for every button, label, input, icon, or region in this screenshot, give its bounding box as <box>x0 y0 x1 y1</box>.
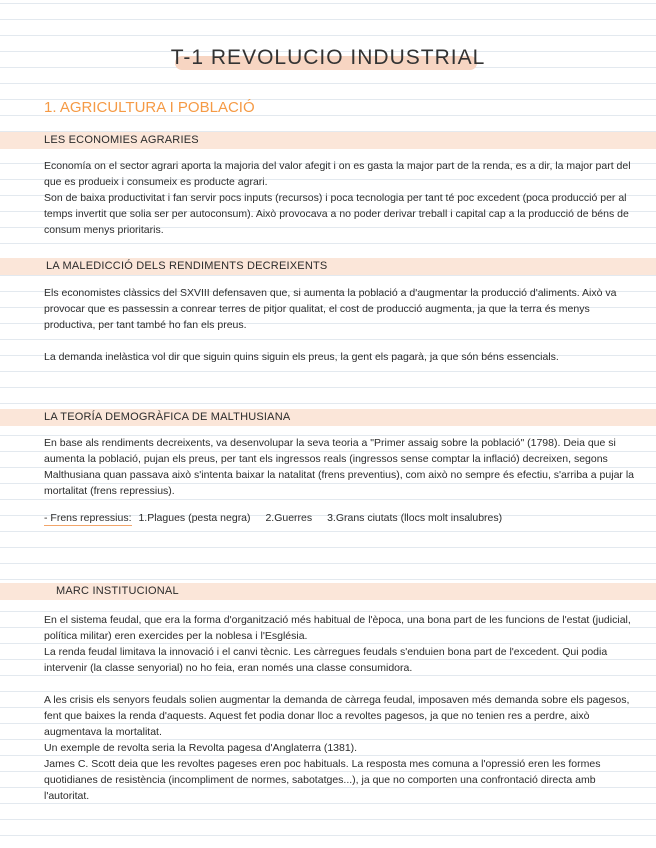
paragraph: La demanda inelàstica vol dir que siguin quins siguin els preus, la gent els pagarà, ja que són béns essencials. <box>44 351 559 363</box>
paragraph: Son de baixa productivitat i fan servir pocs inputs (recursos) i poca tecnologia per tant té poc excedent (poca producció per al temps invertit que solia ser per autoconsum). Això provocava a no poder derivar treball i capital cap a la producció de béns de consum menys prioritaris. <box>44 192 629 236</box>
frens-row <box>44 510 514 526</box>
heading-economies: LES ECONOMIES AGRARIES <box>44 134 199 146</box>
paragraph: Un exemple de revolta seria la Revolta pagesa d'Anglaterra (1381). <box>44 742 358 754</box>
paragraph: A les crisis els senyors feudals solien augmentar la demanda de càrrega feudal, imposaven més demanda sobre els pagesos, fent que baixes la renda d'aquests. Aquest fet podia donar lloc a revoltes pagesos, ja que no tenien res a perdre, això augmentava la mortalitat. <box>44 694 630 738</box>
fren-item: 1.Plagues (pesta negra) <box>138 512 251 524</box>
heading-maledicio: LA MALEDICCIÓ DELS RENDIMENTS DECREIXENTS <box>46 260 328 272</box>
paragraph: Economía on el sector agrari aporta la majoria del valor afegit i on es gasta la major part de la renda, es a dir, la major part del que es produeix i consumeix es producte agrari. <box>44 160 631 188</box>
text-maledicio <box>44 285 636 365</box>
paragraph: En el sistema feudal, que era la forma d'organització més habitual de l'època, una bona part de les funcions de l'estat (judicial, política militar) eren exercides per la noblesa i l'Església. <box>44 614 631 642</box>
paragraph: James C. Scott deia que les revoltes pageses eren poc habituals. La resposta mes comuna a l'opressió eren les formes quotidianes de resistència (incompliment de normes, sabotatges...), ja que no comporten una confrontació directa amb l'autoritat. <box>44 758 601 802</box>
frens-label: - Frens repressius: <box>44 512 132 524</box>
paragraph: En base als rendiments decreixents, va desenvolupar la seva teoria a "Primer assaig sobre la població" (1798). Deia que si aumenta la població, pujan els preus, per tant els ingressos reals (ingressos sense comptar la inflació) decreixen, segons Malthusiana quan passava això s'intenta baixar la natalitat (frens preventius), com això no sempre és efectiu, s'arriba a pujar la mortalitat (frens repressius). <box>44 437 634 497</box>
heading-marc: MARC INSTITUCIONAL <box>56 585 179 597</box>
text-malthus <box>44 435 636 499</box>
fren-item: 2.Guerres <box>265 512 313 524</box>
text-economies <box>44 158 636 238</box>
page-title: T-1 REVOLUCIO INDUSTRIAL <box>170 46 486 69</box>
paragraph: Els economistes clàssics del SXVIII defensaven que, si aumenta la població a d'augmentar la producció d'aliments. Això va provocar que es passessin a conrear terres de pitjor qualitat, el cost de producció augmenta, ja que la terra és menys productiva, per tant també ho fan els preus. <box>44 287 617 331</box>
heading-malthus: LA TEORÍA DEMOGRÀFICA DE MALTHUSIANA <box>44 411 291 423</box>
fren-item: 3.Grans ciutats (llocs molt insalubres) <box>327 512 503 524</box>
paragraph: La renda feudal limitava la innovació i el canvi tècnic. Les càrregues feudals s'enduien bona part de l'excedent. Qui podia intervenir (la classe senyorial) no ho feia, eran només una classe consumidora. <box>44 646 608 674</box>
text-marc <box>44 612 636 804</box>
section-title: 1. AGRICULTURA I POBLACIÓ <box>44 99 255 116</box>
